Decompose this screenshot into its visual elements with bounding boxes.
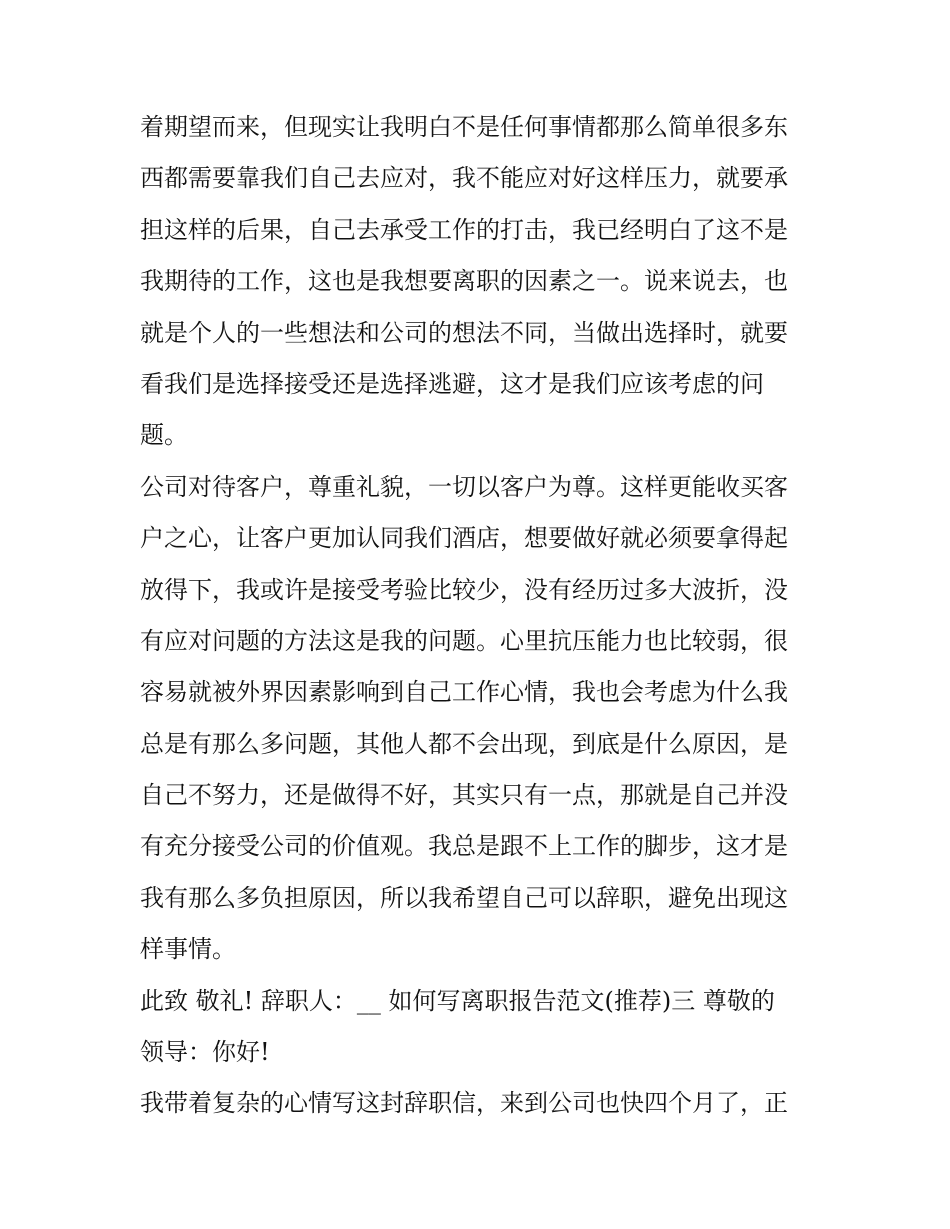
- document-body: [140, 102, 820, 1130]
- text-line: 看我们是选择接受还是选择逃避，这才是我们应该考虑的问: [140, 369, 764, 398]
- text-line: 样事情。: [140, 935, 236, 964]
- text-line: 着期望而来，但现实让我明白不是任何事情都那么简单很多东: [140, 113, 788, 141]
- text-line: 西都需要靠我们自己去应对，我不能应对好这样压力，就要承: [140, 164, 788, 193]
- paragraph-1: [140, 102, 820, 462]
- text-line: 放得下，我或许是接受考验比较少，没有经历过多大波折，没: [140, 575, 788, 604]
- paragraph-2: [140, 462, 820, 976]
- paragraph-4: [140, 1078, 820, 1129]
- text-line: 我期待的工作，这也是我想要离职的因素之一。说来说去，也: [140, 267, 788, 296]
- text-line: 总是有那么多问题，其他人都不会出现，到底是什么原因，是: [140, 729, 788, 758]
- text-line: 容易就被外界因素影响到自己工作心情，我也会考虑为什么我: [140, 678, 788, 707]
- text-line: 领导：你好!: [140, 1038, 270, 1067]
- text-line: 担这样的后果，自己去承受工作的打击，我已经明白了这不是: [140, 215, 788, 244]
- text-line: 有应对问题的方法这是我的问题。心里抗压能力也比较弱，很: [140, 626, 788, 655]
- paragraph-3: [140, 976, 820, 1079]
- text-line: 就是个人的一些想法和公司的想法不同，当做出选择时，就要: [140, 318, 788, 347]
- text-line: 有充分接受公司的价值观。我总是跟不上工作的脚步，这才是: [140, 832, 788, 861]
- text-line: 题。: [140, 421, 188, 450]
- text-line: 此致 敬礼! 辞职人：__ 如何写离职报告范文(推荐)三 尊敬的: [140, 986, 775, 1015]
- text-line: 我有那么多负担原因，所以我希望自己可以辞职，避免出现这: [140, 883, 788, 912]
- text-line: 自己不努力，还是做得不好，其实只有一点，那就是自己并没: [140, 781, 788, 810]
- text-line: 我带着复杂的心情写这封辞职信，来到公司也快四个月了，正: [140, 1089, 788, 1118]
- text-line: 户之心，让客户更加认同我们酒店，想要做好就必须要拿得起: [140, 524, 788, 553]
- text-line: 公司对待客户，尊重礼貌，一切以客户为尊。这样更能收买客: [140, 472, 788, 501]
